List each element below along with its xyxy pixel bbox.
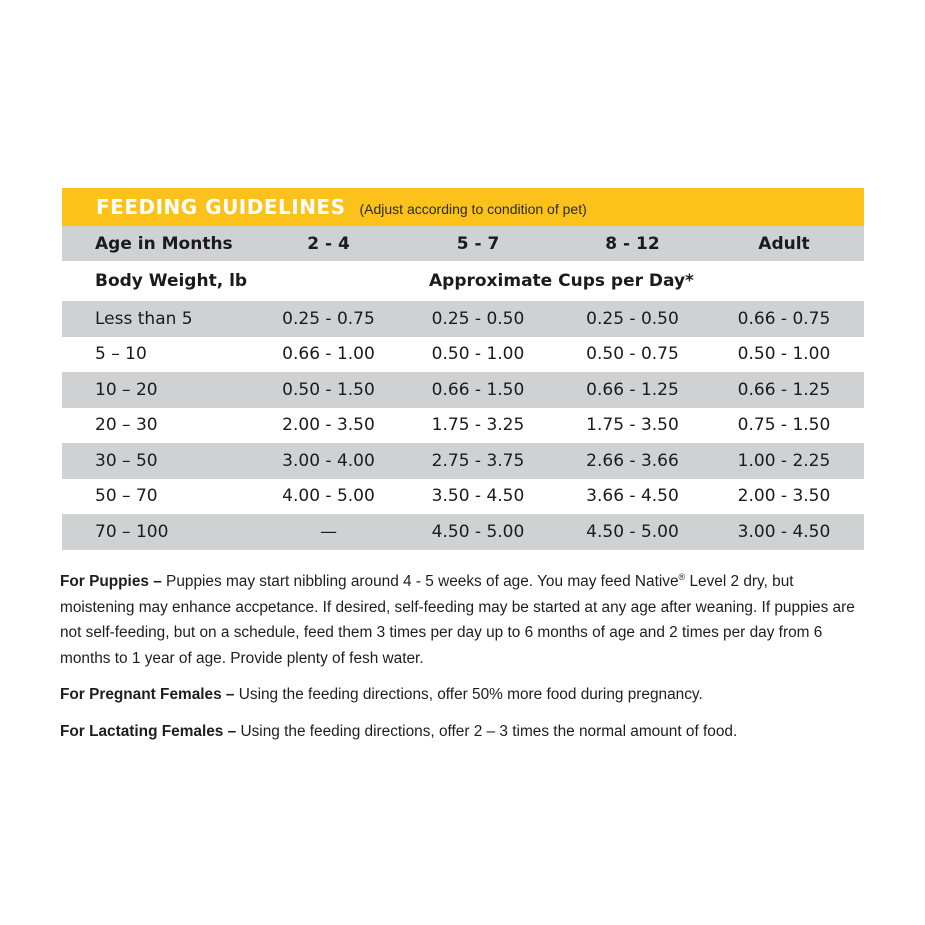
value-cell: 3.50 - 4.50 — [431, 486, 525, 507]
column-header: 2 - 4 — [307, 233, 350, 254]
weight-cell: Less than 5 — [95, 308, 193, 329]
table-row — [62, 443, 864, 479]
table-row — [62, 479, 864, 515]
value-cell: 4.50 - 5.00 — [586, 521, 679, 542]
table-banner — [62, 188, 864, 226]
column-header: 5 - 7 — [456, 233, 500, 254]
value-cell: 0.50 - 1.00 — [431, 344, 525, 365]
puppies-note — [60, 565, 870, 671]
value-cell: 2.75 - 3.75 — [431, 450, 525, 471]
value-cell: 2.00 - 3.50 — [282, 415, 375, 436]
note-lead: For Puppies – — [60, 573, 162, 591]
banner-note: (Adjust according to condition of pet) — [359, 201, 587, 217]
value-cell: 2.66 - 3.66 — [586, 450, 679, 471]
weight-cell: 20 – 30 — [95, 415, 158, 436]
registered-mark: ® — [678, 572, 686, 582]
lactating-note — [60, 719, 870, 745]
table-row — [62, 337, 864, 373]
value-cell: 0.50 - 1.50 — [282, 379, 375, 400]
weight-cell: 50 – 70 — [95, 486, 158, 507]
value-cell: 1.75 - 3.50 — [586, 415, 679, 436]
table-row — [62, 514, 864, 550]
table-row — [62, 372, 864, 408]
weight-cell: 5 – 10 — [95, 344, 147, 365]
value-cell: 0.25 - 0.50 — [431, 308, 525, 329]
value-cell: 0.66 - 1.00 — [282, 344, 375, 365]
age-header-row — [62, 226, 864, 261]
value-cell: 1.00 - 2.25 — [737, 450, 831, 471]
value-cell: 0.66 - 1.25 — [586, 379, 679, 400]
value-cell: 0.75 - 1.50 — [737, 415, 831, 436]
note-text: Level 2 dry, but moistening may enhance accpetance. If desired, self-feeding may be started at any age after weaning. If puppies are not self-feeding, but on a schedule, feed them 3 times per day up to 6 months of age and 2 times per day from 6 months to 1 year of age. Provide plenty of fesh water. — [60, 573, 855, 667]
banner-title: FEEDING GUIDELINES — [96, 195, 346, 219]
feeding-guidelines-table — [62, 188, 864, 550]
value-cell: 3.00 - 4.50 — [737, 521, 831, 542]
column-header: 8 - 12 — [605, 233, 660, 254]
weight-cell: 30 – 50 — [95, 450, 158, 471]
value-cell: 0.50 - 0.75 — [586, 344, 679, 365]
value-cell: 2.00 - 3.50 — [737, 486, 831, 507]
value-cell: 0.50 - 1.00 — [737, 344, 831, 365]
weight-cell: 70 – 100 — [95, 521, 169, 542]
value-cell: 0.25 - 0.50 — [586, 308, 679, 329]
value-cell: 0.66 - 1.25 — [737, 379, 831, 400]
value-cell: 3.66 - 4.50 — [586, 486, 679, 507]
note-text: Puppies may start nibbling around 4 - 5 weeks of age. You may feed Native — [161, 573, 679, 591]
value-cell: 0.66 - 0.75 — [737, 308, 831, 329]
weight-cell: 10 – 20 — [95, 379, 158, 400]
note-lead: For Lactating Females – — [60, 722, 237, 740]
value-cell: 3.00 - 4.00 — [282, 450, 375, 471]
column-header: Adult — [758, 233, 810, 254]
weight-header-label: Body Weight, lb — [95, 271, 248, 291]
value-cell: 0.66 - 1.50 — [431, 379, 525, 400]
note-text: Using the feeding directions, offer 50% more food during pregnancy. — [234, 686, 703, 704]
pregnant-note — [60, 682, 870, 708]
cups-caption: Approximate Cups per Day* — [429, 271, 694, 291]
value-cell: 4.00 - 5.00 — [282, 486, 375, 507]
weight-header-row — [62, 261, 864, 301]
note-text: Using the feeding directions, offer 2 – 3 times the normal amount of food. — [236, 722, 738, 740]
note-lead: For Pregnant Females – — [60, 686, 235, 704]
age-header-label: Age in Months — [95, 233, 233, 254]
table-row — [62, 408, 864, 444]
value-cell: 1.75 - 3.25 — [431, 415, 525, 436]
value-cell: 0.25 - 0.75 — [282, 308, 375, 329]
value-cell: 4.50 - 5.00 — [431, 521, 525, 542]
table-row — [62, 301, 864, 337]
value-cell: — — [320, 521, 337, 542]
feeding-notes — [60, 565, 870, 755]
